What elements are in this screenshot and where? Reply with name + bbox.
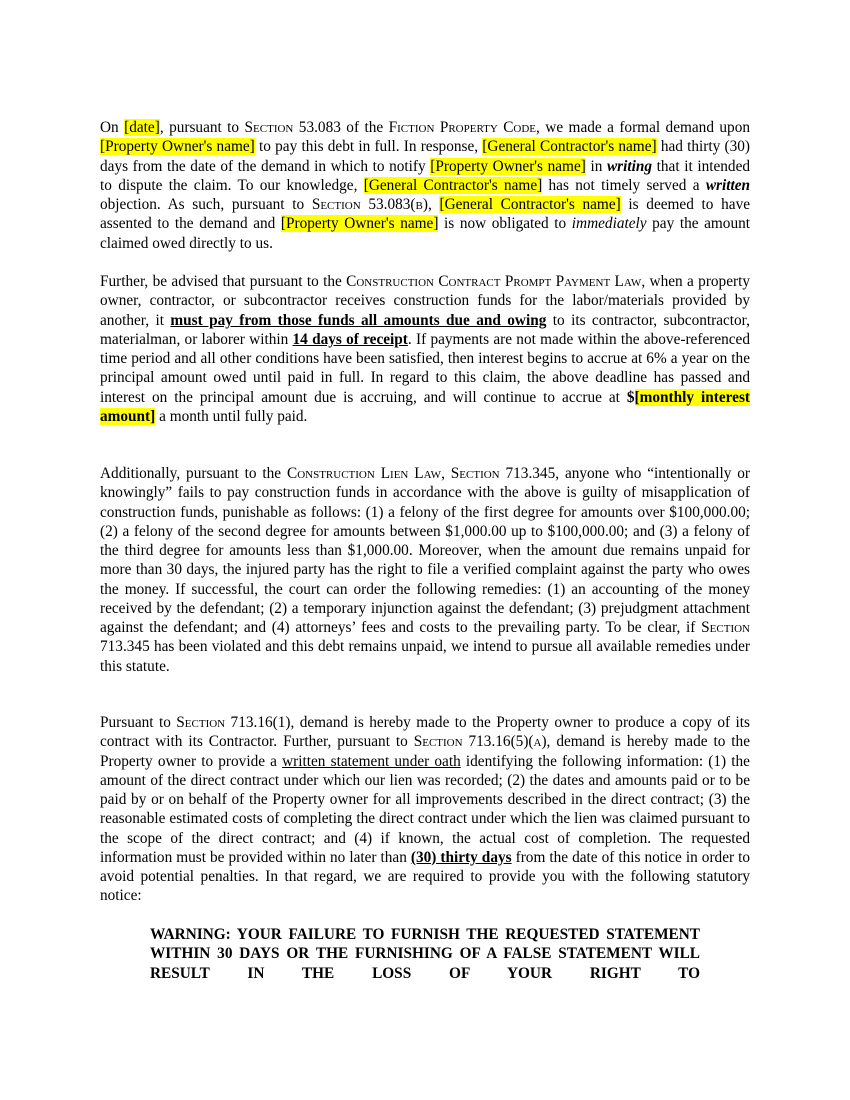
dollar-sign: $: [626, 388, 635, 406]
placeholder-general-contractor: [General Contractor's name]: [482, 138, 657, 156]
emphasis-written: written: [705, 176, 751, 194]
placeholder-general-contractor: [General Contractor's name]: [363, 176, 543, 194]
code-reference: Fiction Property Code: [388, 119, 537, 136]
section-reference: Section 53.083: [244, 119, 341, 136]
text: Further, be advised that pursuant to the: [100, 273, 347, 290]
emphasis-immediately: immediately: [571, 215, 647, 233]
text: has not timely served a: [542, 176, 706, 194]
text: a month until fully paid.: [155, 407, 308, 425]
placeholder-date: [date]: [124, 119, 160, 136]
text: has been violated and this debt remains unpaid, we intend to pursue all available remedies under this statute.: [100, 638, 750, 675]
section-reference: Section 713.16(1): [176, 714, 291, 731]
text: , demand is hereby made to the Property owner to provide a: [100, 733, 750, 770]
section-reference: Section 713.16(5)(a): [413, 733, 547, 751]
emphasis-30-days: (30) thirty days: [410, 848, 512, 866]
text: , we made a formal demand upon: [536, 119, 750, 136]
section-reference: Section 713.345: [100, 619, 750, 656]
text: , anyone who “intentionally or knowingly” fails to pay construction funds in accordance with the above is guilty of misapplication of construction funds, punishable as follows: (1) a felony of the first degree for amounts over $100,000.00; (2) a felony of the second degree for amounts between $1,000.00 up to $100,000.00; and (3) a felony of the third degree for amounts less than $1,000.00. Moreover, when the amount due remains unpaid for more than 30 days, the injured party has the right to file a verified complaint against the party who owes the money. If successful, the court can order the following remedies: (1) an accounting of the money received by the defendant; (2) a temporary injunction against the defendant; (3) prejudgment attachment against the defendant; and (4) attorneys’ fees and costs to the prevailing party. To be clear, if: [100, 465, 750, 636]
text: Pursuant to: [100, 714, 177, 731]
text: objection. As such, pursuant to: [100, 196, 312, 213]
text: Additionally, pursuant to the: [100, 465, 287, 482]
text: to pay this debt in full. In response,: [254, 138, 483, 156]
placeholder-property-owner: [Property Owner's name]: [280, 215, 439, 233]
text: ,: [427, 196, 440, 213]
law-reference: Construction Lien Law: [287, 465, 442, 482]
placeholder-property-owner: [Property Owner's name]: [100, 138, 255, 156]
paragraph-contract-demand: [100, 713, 750, 906]
text: to its contractor, subcontractor, materialman, or laborer within: [100, 311, 750, 348]
placeholder-general-contractor: [General Contractor's name]: [439, 196, 621, 213]
placeholder-monthly-interest: [monthly interest amount]: [100, 388, 750, 425]
text: , demand is hereby made to the Property owner to produce a copy of its contract with its Contractor. Further, pursuant to: [100, 714, 750, 751]
text: from the date of this notice in order to avoid potential penalties. In that regard, we are required to provide you with the following statutory notice:: [100, 848, 751, 905]
emphasis-writing: writing: [606, 157, 653, 175]
paragraph-lien-law: [100, 464, 750, 676]
statutory-warning: WARNING: YOUR FAILURE TO FURNISH THE REQUESTED STATEMENT WITHIN 30 DAYS OR THE FURNISHING OF A FALSE STATEMENT WILL RESULT IN THE LOSS OF YOUR RIGHT TO: [150, 926, 700, 982]
section-reference: Section 53.083(b): [311, 196, 428, 213]
placeholder-property-owner: [Property Owner's name]: [430, 157, 586, 175]
paragraph-demand: [100, 118, 750, 253]
text: had thirty (30) days from the date of the demand in which to notify: [100, 138, 750, 175]
emphasis-must-pay: must pay from those funds all amounts due and owing: [170, 311, 547, 329]
text: . If payments are not made within the above-referenced time period and all other conditions have been satisfied, then interest begins to accrue at 6% a year on the principal amount owed until paid in full. In regard to this claim, the above deadline has passed and interest on the principal amount due is accruing, and will continue to accrue at: [100, 330, 750, 406]
law-reference: Construction Contract Prompt Payment Law: [346, 273, 642, 290]
emphasis-sworn-statement: written statement under oath: [282, 752, 461, 770]
text: that it intended to dispute the claim. To our knowledge,: [100, 157, 751, 194]
text: pay the amount claimed owed directly to us.: [100, 215, 750, 252]
text: is now obligated to: [438, 215, 572, 233]
text: On: [100, 119, 125, 136]
text: ,: [441, 465, 451, 482]
section-reference: Section 713.345: [450, 465, 556, 482]
paragraph-prompt-payment: [100, 272, 750, 426]
text: identifying the following information: (1) the amount of the direct contract under which our lien was recorded; (2) the dates and amounts paid or to be paid by or on behalf of the Property owner for all improvements described in the direct contract; (3) the reasonable estimated costs of completing the direct contract under which the lien was claimed pursuant to the scope of the direct contract; and (4) if known, the actual cost of completion. The requested information must be provided within no later than: [100, 752, 750, 866]
text: in: [585, 157, 607, 175]
text: of the: [340, 119, 389, 136]
text: , pursuant to: [159, 119, 245, 136]
emphasis-14-days: 14 days of receipt: [292, 330, 408, 348]
text: , when a property owner, contractor, or subcontractor receives construction funds for the labor/materials provided by another, it: [100, 273, 750, 329]
text: is deemed to have assented to the demand and: [100, 196, 751, 233]
